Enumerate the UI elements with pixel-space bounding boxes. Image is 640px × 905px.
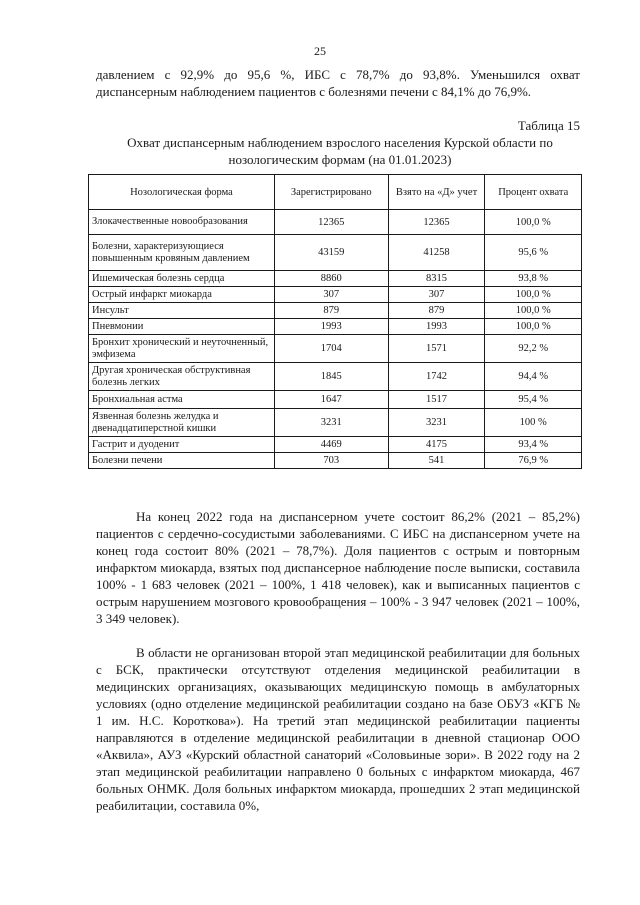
table-row: [89, 363, 582, 391]
cell-registered: 3231: [274, 409, 388, 437]
cell-nosology: Язвенная болезнь желудка и двенадцатиперстной кишки: [89, 409, 275, 437]
intro-paragraph: давлением с 92,9% до 95,6 %, ИБС с 78,7% до 93,8%. Уменьшился охват диспансерным наблюдением пациентов с болезнями печени с 84,1% до 76,9%.: [96, 67, 580, 99]
cell-registered: 4469: [274, 437, 388, 453]
cell-taken: 12365: [388, 210, 485, 235]
cell-taken: 1517: [388, 391, 485, 409]
cell-registered: 1845: [274, 363, 388, 391]
cell-taken: 879: [388, 303, 485, 319]
table-row: [89, 409, 582, 437]
cell-nosology: Болезни, характеризующиеся повышенным кровяным давлением: [89, 235, 275, 271]
cell-registered: 703: [274, 453, 388, 469]
cell-nosology: Пневмонии: [89, 319, 275, 335]
cell-registered: 1704: [274, 335, 388, 363]
cell-percent: 92,2 %: [485, 335, 582, 363]
table-title: Охват диспансерным наблюдением взрослого населения Курской области по нозологическим формам (на 01.01.2023): [127, 135, 553, 167]
cell-nosology: Злокачественные новообразования: [89, 210, 275, 235]
cell-percent: 95,6 %: [485, 235, 582, 271]
header-registered: Зарегистрировано: [274, 175, 388, 210]
cell-percent: 100 %: [485, 409, 582, 437]
cell-registered: 43159: [274, 235, 388, 271]
coverage-table: [88, 174, 582, 469]
cell-taken: 41258: [388, 235, 485, 271]
header-taken: Взято на «Д» учет: [388, 175, 485, 210]
cell-percent: 94,4 %: [485, 363, 582, 391]
cell-registered: 1993: [274, 319, 388, 335]
paragraph-rehabilitation: В области не организован второй этап медицинской реабилитации для больных с БСК, практически отсутствуют отделения медицинской реабилитации в медицинских организациях, оказывающих медицинскую помощь в амбулаторных условиях (одно отделение медицинской реабилитации создано на базе ОБУЗ «КГБ № 1 им. Н.С. Короткова»). На третий этап медицинской реабилитации пациенты направляются в отделение медицинской реабилитации в дневной стационар ООО «Аквила», АУЗ «Курский областной санаторий «Соловьиные зори». В 2022 году на 2 этап медицинской реабилитации направлено 0 больных с инфарктом миокарда, 467 больных ОНМК. Доля больных инфарктом миокарда, прошедших 2 этап медицинской реабилитации, составила 0%,: [96, 645, 580, 813]
cell-taken: 3231: [388, 409, 485, 437]
cell-taken: 4175: [388, 437, 485, 453]
table-row: [89, 271, 582, 287]
cell-nosology: Ишемическая болезнь сердца: [89, 271, 275, 287]
table-row: [89, 391, 582, 409]
cell-percent: 100,0 %: [485, 287, 582, 303]
table-row: [89, 335, 582, 363]
table-body: [89, 210, 582, 469]
table-row: [89, 287, 582, 303]
cell-registered: 879: [274, 303, 388, 319]
cell-registered: 1647: [274, 391, 388, 409]
table-row: [89, 235, 582, 271]
table-row: [89, 210, 582, 235]
cell-taken: 307: [388, 287, 485, 303]
table-header-row: [89, 175, 582, 210]
cell-registered: 307: [274, 287, 388, 303]
cell-nosology: Острый инфаркт миокарда: [89, 287, 275, 303]
table-row: [89, 453, 582, 469]
cell-percent: 100,0 %: [485, 319, 582, 335]
table-row: [89, 437, 582, 453]
table-row: [89, 303, 582, 319]
cell-nosology: Инсульт: [89, 303, 275, 319]
cell-percent: 100,0 %: [485, 303, 582, 319]
page-number: 25: [314, 44, 326, 58]
paragraph-cardiovascular: На конец 2022 года на диспансерном учете состоит 86,2% (2021 – 85,2%) пациентов с сердечно-сосудистыми заболеваниями. С ИБС на диспансерном учете на конец года состоит 80% (2021 – 78,7%). Доля пациентов с острым и повторным инфарктом миокарда, взятых под диспансерное наблюдение после выписки, составила 100% - 1 683 человек (2021 – 100%, 1 418 человек), как и выписанных пациентов с острым нарушением мозгового кровообращения – 100% - 3 947 человек (2021 – 100%, 3 349 человек).: [96, 509, 580, 626]
cell-taken: 541: [388, 453, 485, 469]
cell-nosology: Бронхит хронический и неуточненный, эмфизема: [89, 335, 275, 363]
cell-registered: 12365: [274, 210, 388, 235]
cell-taken: 1742: [388, 363, 485, 391]
cell-registered: 8860: [274, 271, 388, 287]
table-row: [89, 319, 582, 335]
cell-taken: 1571: [388, 335, 485, 363]
cell-percent: 95,4 %: [485, 391, 582, 409]
header-percent: Процент охвата: [485, 175, 582, 210]
cell-percent: 93,4 %: [485, 437, 582, 453]
cell-nosology: Бронхиальная астма: [89, 391, 275, 409]
cell-nosology: Болезни печени: [89, 453, 275, 469]
table-label: Таблица 15: [517, 118, 580, 133]
cell-percent: 76,9 %: [485, 453, 582, 469]
cell-nosology: Другая хроническая обструктивная болезнь легких: [89, 363, 275, 391]
cell-nosology: Гастрит и дуоденит: [89, 437, 275, 453]
cell-percent: 93,8 %: [485, 271, 582, 287]
header-nosology: Нозологическая форма: [89, 175, 275, 210]
cell-taken: 8315: [388, 271, 485, 287]
cell-percent: 100,0 %: [485, 210, 582, 235]
cell-taken: 1993: [388, 319, 485, 335]
